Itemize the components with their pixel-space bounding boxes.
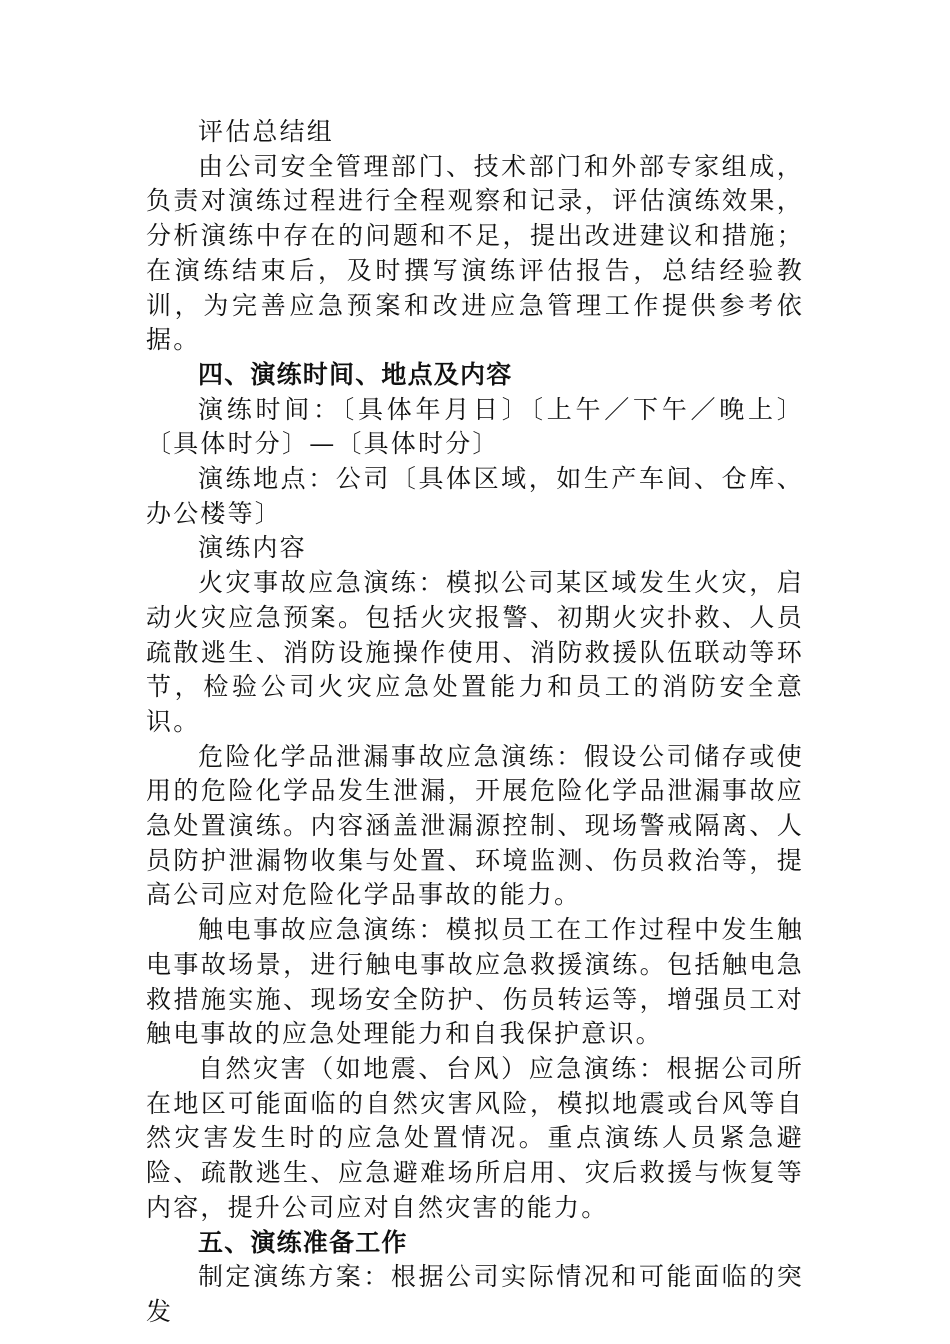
section-heading-5: 五、演练准备工作 [198,1227,408,1257]
paragraph-drill-location: 演练地点：公司〔具体区域，如生产车间、仓库、办公楼等〕 [146,464,804,528]
paragraph-natural-disaster-drill: 自然灾害（如地震、台风）应急演练：根据公司所在地区可能面临的自然灾害风险，模拟地震或台风等自然灾害发生时的应急处置情况。重点演练人员紧急避险、疏散逃生、应急避难场所启用、灾后救援与恢复等内容，提升公司应对自然灾害的能力。 [146,1053,804,1222]
document-page [146,115,804,1330]
paragraph-evaluation-group: 由公司安全管理部门、技术部门和外部专家组成，负责对演练过程进行全程观察和记录，评估演练效果，分析演练中存在的问题和不足，提出改进建议和措施；在演练结束后，及时撰写演练评估报告，总结经验教训，为完善应急预案和改进应急管理工作提供参考依据。 [146,151,804,355]
paragraph-drill-time: 演练时间：〔具体年月日〕〔上午／下午／晚上〕〔具体时分〕—〔具体时分〕 [146,394,804,459]
paragraph-electric-shock-drill: 触电事故应急演练：模拟员工在工作过程中发生触电事故场景，进行触电事故应急救援演练。包括触电急救措施实施、现场安全防护、伤员转运等，增强员工对触电事故的应急处理能力和自我保护意识。 [146,915,804,1049]
paragraph-drill-plan: 制定演练方案：根据公司实际情况和可能面临的突发 [146,1262,804,1326]
paragraph-drill-content-label: 演练内容 [198,533,307,563]
paragraph-fire-drill: 火灾事故应急演练：模拟公司某区域发生火灾，启动火灾应急预案。包括火灾报警、初期火灾扑救、人员疏散逃生、消防设施操作使用、消防救援队伍联动等环节，检验公司火灾应急处置能力和员工的消防安全意识。 [146,568,804,736]
section-subheading-evaluation-group: 评估总结组 [198,117,335,146]
paragraph-chemical-leak-drill: 危险化学品泄漏事故应急演练：假设公司储存或使用的危险化学品发生泄漏，开展危险化学品泄漏事故应急处置演练。内容涵盖泄漏源控制、现场警戒隔离、人员防护泄漏物收集与处置、环境监测、伤员救治等，提高公司应对危险化学品事故的能力。 [146,741,804,910]
section-heading-4: 四、演练时间、地点及内容 [198,359,513,389]
